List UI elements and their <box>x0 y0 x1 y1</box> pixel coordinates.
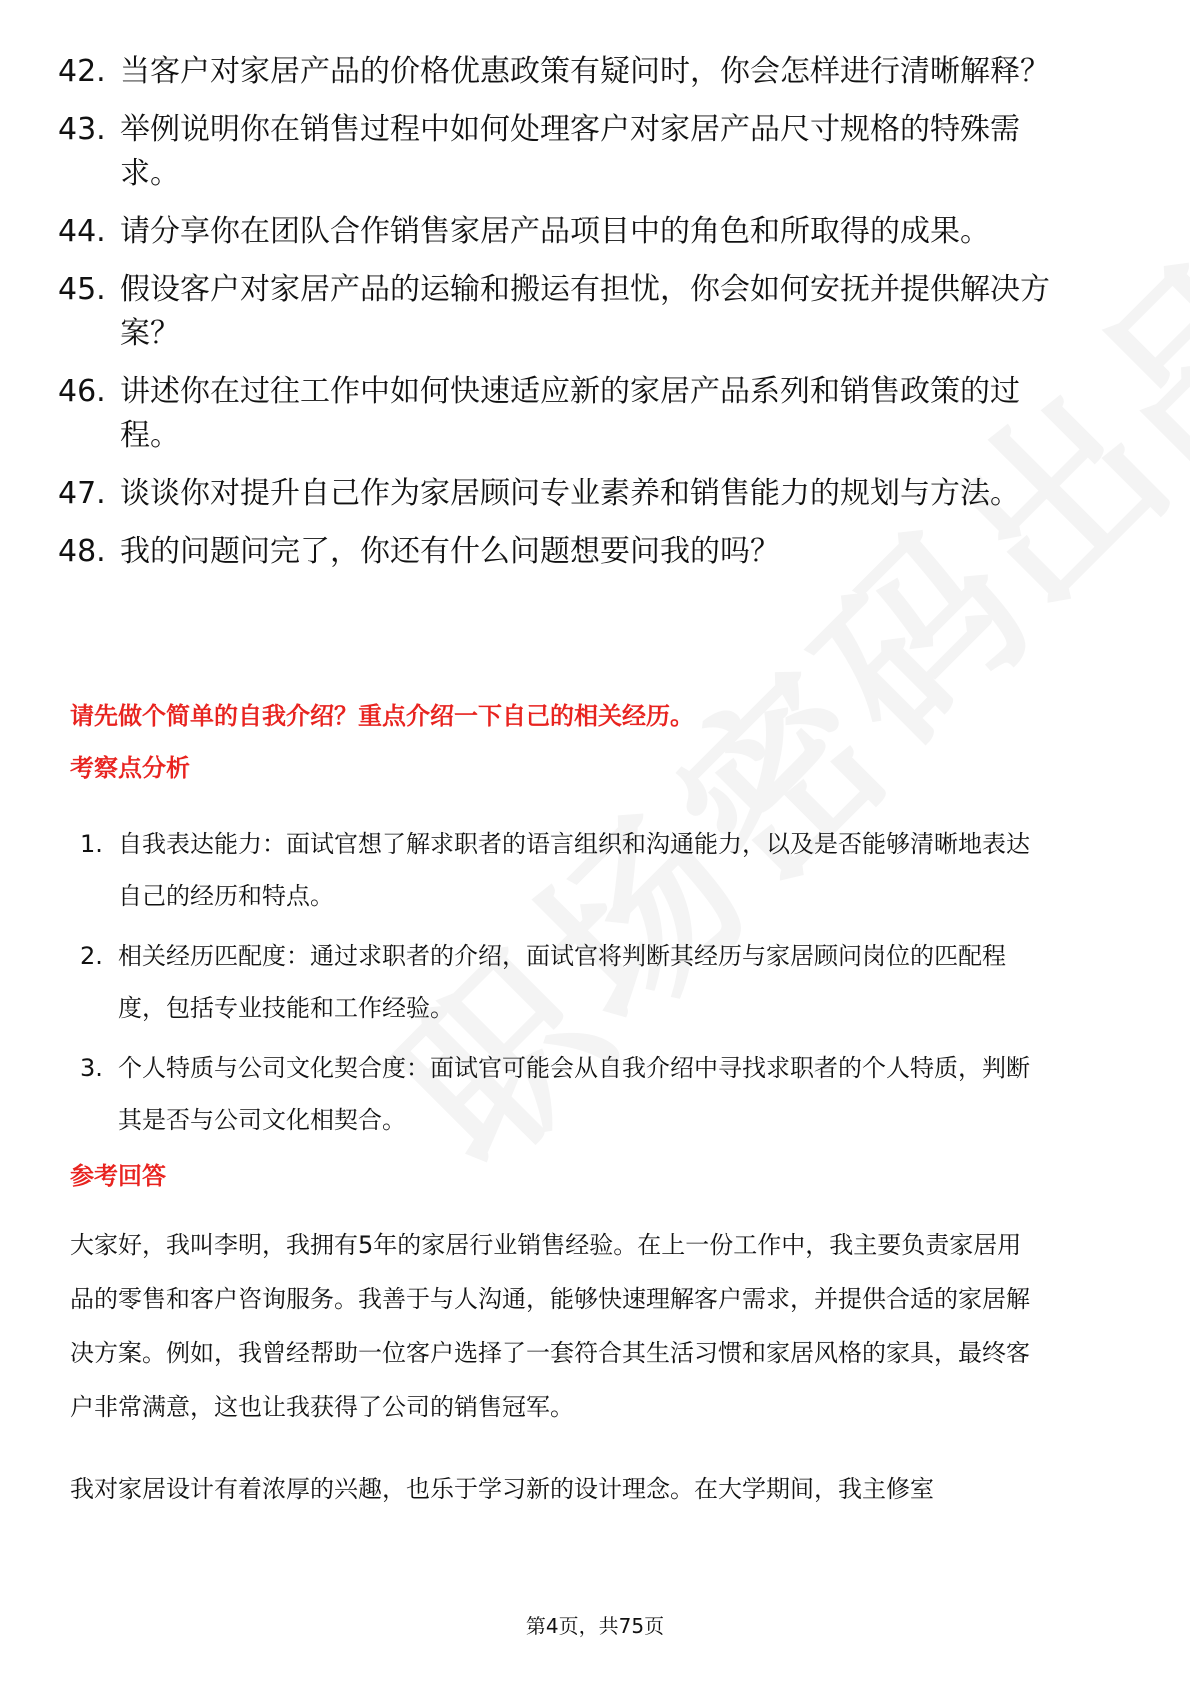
point-text: 自我表达能力：面试官想了解求职者的语言组织和沟通能力，以及是否能够清晰地表达自己的经历和特点。 <box>118 830 1030 910</box>
analysis-points <box>80 818 1060 1154</box>
answer-paragraph: 大家好，我叫李明，我拥有5年的家居行业销售经验。在上一份工作中，我主要负责家居用品的零售和客户咨询服务。我善于与人沟通，能够快速理解客户需求，并提供合适的家居解决方案。例如，我曾经帮助一位客户选择了一套符合其生活习惯和家居风格的家具，最终客户非常满意，这也让我获得了公司的销售冠军。 <box>70 1231 1030 1421</box>
analysis-point <box>80 818 1060 922</box>
question-number: 43. <box>58 112 106 147</box>
question-number: 48. <box>58 534 106 569</box>
analysis-point <box>80 1042 1060 1146</box>
question-text: 讲述你在过往工作中如何快速适应新的家居产品系列和销售政策的过程。 <box>120 374 1020 453</box>
point-number: 1. <box>80 830 103 858</box>
page-footer: 第4页，共75页 <box>525 1614 665 1638</box>
question-text: 举例说明你在销售过程中如何处理客户对家居产品尺寸规格的特殊需求。 <box>120 112 1020 191</box>
question-text: 请分享你在团队合作销售家居产品项目中的角色和所取得的成果。 <box>120 214 990 249</box>
question-text: 假设客户对家居产品的运输和搬运有担忧，你会如何安抚并提供解决方案？ <box>120 272 1050 351</box>
question-item <box>58 370 1118 458</box>
point-number: 2. <box>80 942 103 970</box>
point-text: 个人特质与公司文化契合度：面试官可能会从自我介绍中寻找求职者的个人特质，判断其是否与公司文化相契合。 <box>118 1054 1030 1134</box>
question-text: 当客户对家居产品的价格优惠政策有疑问时，你会怎样进行清晰解释？ <box>120 54 1050 89</box>
reference-heading: 参考回答 <box>70 1162 166 1190</box>
question-number: 46. <box>58 374 106 409</box>
question-item <box>58 530 1118 574</box>
question-item <box>58 108 1118 196</box>
question-item <box>58 472 1118 516</box>
question-heading: 请先做个简单的自我介绍？重点介绍一下自己的相关经历。 <box>70 702 694 730</box>
answer-paragraph: 我对家居设计有着浓厚的兴趣，也乐于学习新的设计理念。在大学期间，我主修室 <box>70 1475 934 1503</box>
question-text: 谈谈你对提升自己作为家居顾问专业素养和销售能力的规划与方法。 <box>120 476 1020 511</box>
question-number: 45. <box>58 272 106 307</box>
analysis-heading: 考察点分析 <box>70 754 190 782</box>
question-number: 42. <box>58 54 106 89</box>
question-number: 44. <box>58 214 106 249</box>
question-item <box>58 210 1118 254</box>
point-number: 3. <box>80 1054 103 1082</box>
point-text: 相关经历匹配度：通过求职者的介绍，面试官将判断其经历与家居顾问岗位的匹配程度，包括专业技能和工作经验。 <box>118 942 1006 1022</box>
question-number: 47. <box>58 476 106 511</box>
analysis-point <box>80 930 1060 1034</box>
question-item <box>58 50 1118 94</box>
question-list <box>58 50 1118 588</box>
question-text: 我的问题问完了，你还有什么问题想要问我的吗？ <box>120 534 780 569</box>
question-item <box>58 268 1118 356</box>
